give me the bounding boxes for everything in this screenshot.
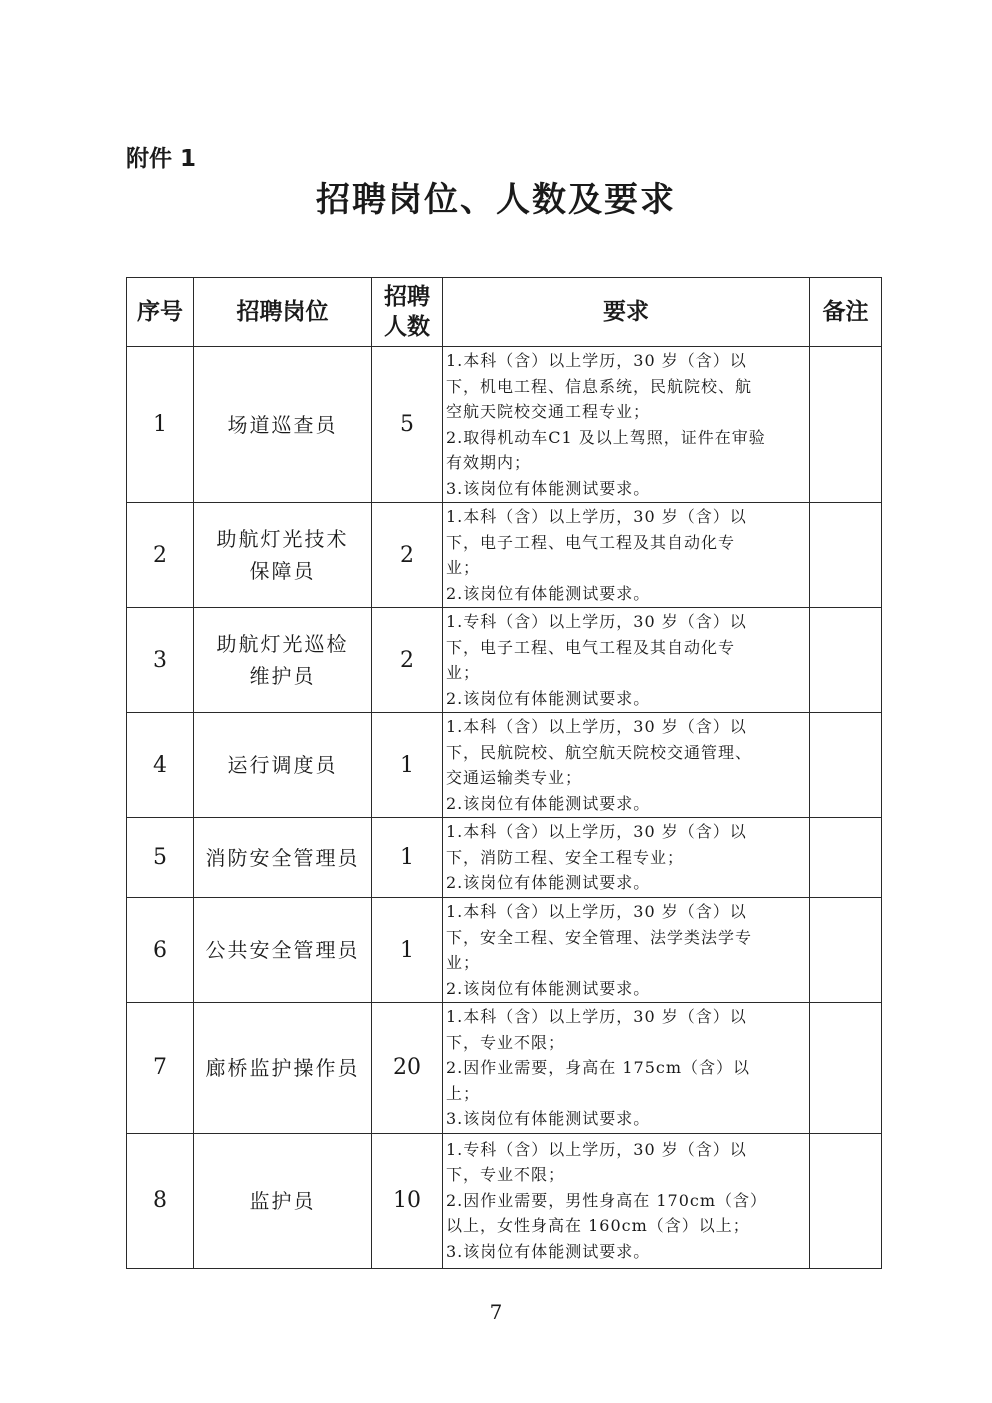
requirement-line: 以上，女性身高在 160cm（含）以上；: [446, 1216, 750, 1236]
position-name-line: 助航灯光技术: [216, 527, 349, 551]
table-row: [127, 347, 882, 503]
table-row: [127, 1133, 882, 1268]
requirements-cell: [443, 503, 810, 608]
requirements-cell: [443, 347, 810, 503]
requirement-line: 业；: [446, 953, 481, 972]
requirement-line: 上；: [446, 1083, 481, 1103]
requirement-line: 1.本科（含）以上学历，30 岁（含）以: [446, 902, 747, 921]
hire-count: 5: [372, 347, 443, 503]
requirement-line: 下，民航院校、航空航天院校交通管理、: [446, 742, 753, 762]
hire-count: 10: [372, 1133, 443, 1268]
requirement-line: 1.本科（含）以上学历，30 岁（含）以: [446, 1007, 747, 1026]
requirement-line: 空航天院校交通工程专业；: [446, 402, 651, 421]
requirements-cell: [443, 1133, 810, 1268]
hire-count: 2: [372, 503, 443, 608]
requirements-cell: [443, 818, 810, 898]
requirements-cell: [443, 898, 810, 1003]
position-name: [194, 608, 372, 713]
table-row: [127, 1003, 882, 1134]
remarks-cell: [810, 1133, 882, 1268]
position-name-line: 场道巡查员: [227, 412, 338, 437]
remarks-cell: [810, 347, 882, 503]
table-row: [127, 503, 882, 608]
requirement-line: 交通运输类专业；: [446, 768, 583, 787]
row-number: 8: [127, 1133, 194, 1268]
position-name-line: 保障员: [249, 559, 316, 583]
recruitment-table: [126, 277, 882, 1269]
hire-count: 2: [372, 608, 443, 713]
header-requirements: 要求: [443, 278, 810, 347]
requirements-cell: [443, 608, 810, 713]
table-row: [127, 608, 882, 713]
header-count-line1: 招聘: [384, 284, 430, 310]
position-name: [194, 713, 372, 818]
requirement-line: 3.该岗位有体能测试要求。: [446, 1109, 651, 1128]
hire-count: 1: [372, 713, 443, 818]
requirement-line: 业；: [446, 663, 481, 682]
hire-count: 20: [372, 1003, 443, 1134]
requirement-line: 业；: [446, 558, 481, 577]
row-number: 4: [127, 713, 194, 818]
position-name-line: 助航灯光巡检: [216, 632, 349, 656]
header-count: [372, 278, 443, 347]
remarks-cell: [810, 608, 882, 713]
requirement-line: 下，安全工程、安全管理、法学类法学专: [446, 927, 753, 947]
remarks-cell: [810, 503, 882, 608]
position-name-line: 监护员: [249, 1188, 316, 1213]
attachment-label: 附件 1: [126, 146, 197, 172]
requirement-line: 2.因作业需要，男性身高在 170cm（含）: [446, 1190, 768, 1210]
header-count-line2: 人数: [384, 314, 430, 340]
hire-count: 1: [372, 818, 443, 898]
requirement-line: 2.该岗位有体能测试要求。: [446, 793, 651, 813]
table-row: [127, 713, 882, 818]
row-number: 1: [127, 347, 194, 503]
table-header-row: [127, 278, 882, 347]
position-name: [194, 1133, 372, 1268]
requirement-line: 2.该岗位有体能测试要求。: [446, 688, 651, 708]
header-remarks: 备注: [810, 278, 882, 347]
requirement-line: 2.该岗位有体能测试要求。: [446, 978, 651, 998]
requirement-line: 下，消防工程、安全工程专业；: [446, 847, 685, 867]
hire-count: 1: [372, 898, 443, 1003]
page-number: 7: [489, 1300, 503, 1324]
requirement-line: 下，机电工程、信息系统，民航院校、航: [446, 376, 753, 396]
requirement-line: 1.本科（含）以上学历，30 岁（含）以: [446, 822, 747, 842]
requirement-line: 下，专业不限；: [446, 1032, 566, 1052]
requirement-line: 1.专科（含）以上学历，30 岁（含）以: [446, 612, 747, 631]
requirement-line: 下，电子工程、电气工程及其自动化专: [446, 637, 736, 657]
requirement-line: 2.该岗位有体能测试要求。: [446, 583, 651, 603]
requirement-line: 2.该岗位有体能测试要求。: [446, 873, 651, 893]
requirement-line: 1.专科（含）以上学历，30 岁（含）以: [446, 1139, 747, 1159]
requirement-line: 下，电子工程、电气工程及其自动化专: [446, 532, 736, 552]
requirement-line: 3.该岗位有体能测试要求。: [446, 1241, 651, 1261]
requirements-cell: [443, 1003, 810, 1134]
position-name-line: 廊桥监护操作员: [205, 1055, 360, 1080]
row-number: 7: [127, 1003, 194, 1134]
position-name: [194, 818, 372, 898]
position-name: [194, 347, 372, 503]
position-name-line: 运行调度员: [227, 753, 338, 777]
table-row: [127, 898, 882, 1003]
requirement-line: 下，专业不限；: [446, 1165, 566, 1185]
remarks-cell: [810, 898, 882, 1003]
document-title: 招聘岗位、人数及要求: [316, 180, 676, 220]
position-name-line: 消防安全管理员: [205, 845, 360, 870]
header-no: 序号: [127, 278, 194, 347]
header-position: 招聘岗位: [194, 278, 372, 347]
row-number: 3: [127, 608, 194, 713]
requirement-line: 1.本科（含）以上学历，30 岁（含）以: [446, 717, 747, 736]
table-body: [127, 347, 882, 1269]
requirement-line: 2.取得机动车C1 及以上驾照，证件在审验: [446, 427, 766, 447]
position-name-line: 公共安全管理员: [205, 938, 360, 962]
requirements-cell: [443, 713, 810, 818]
remarks-cell: [810, 1003, 882, 1134]
requirement-line: 有效期内；: [446, 453, 532, 472]
row-number: 2: [127, 503, 194, 608]
requirement-line: 3.该岗位有体能测试要求。: [446, 478, 651, 498]
requirement-line: 1.本科（含）以上学历，30 岁（含）以: [446, 351, 747, 370]
position-name-line: 维护员: [249, 664, 316, 688]
requirement-line: 1.本科（含）以上学历，30 岁（含）以: [446, 507, 747, 526]
row-number: 5: [127, 818, 194, 898]
position-name: [194, 898, 372, 1003]
remarks-cell: [810, 713, 882, 818]
requirement-line: 2.因作业需要，身高在 175cm（含）以: [446, 1058, 751, 1077]
table-row: [127, 818, 882, 898]
position-name: [194, 1003, 372, 1134]
remarks-cell: [810, 818, 882, 898]
row-number: 6: [127, 898, 194, 1003]
position-name: [194, 503, 372, 608]
